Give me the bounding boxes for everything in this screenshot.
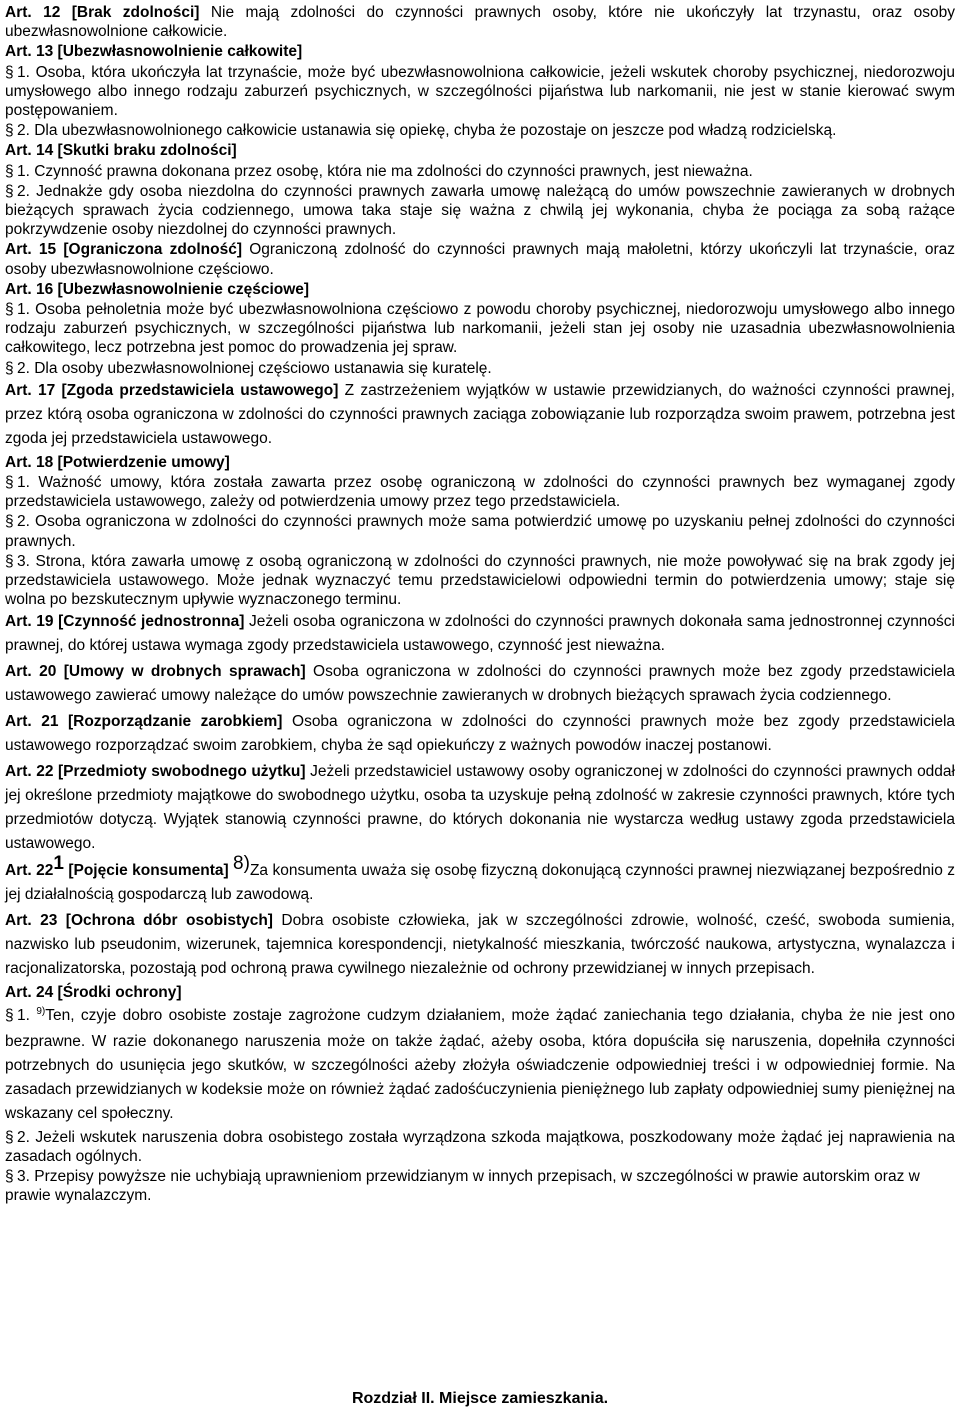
paragraph-sign: § — [5, 182, 14, 200]
article-24-par-1 — [5, 1004, 955, 1126]
footnote-marker: 9) — [36, 1005, 46, 1017]
paragraph-text: 1. Osoba pełnoletnia może być ubezwłasnowolniona częściowo z powodu choroby psychicznej, niedorozwoju umysłowego albo innego rodzaju zaburzeń psychicznych, w szczególności pijaństwa lub narkomanii, jeżeli stan jej osoby nie uzasadnia ubezwłasnowolnienia całkowitego, lecz potrzebna jest pomoc do prowadzenia jej spraw. — [5, 301, 955, 357]
paragraph-number: 1. — [17, 1006, 37, 1024]
article-14 — [5, 141, 955, 160]
article-heading: Art. 23 [Ochrona dóbr osobistych] — [5, 912, 273, 930]
paragraph-text: 2. Jeżeli wskutek naruszenia dobra osobistego została wyrządzona szkoda majątkowa, poszkodowany może żądać jej naprawienia na zasadach ogólnych. — [5, 1128, 955, 1165]
paragraph-text: 1. Ważność umowy, która została zawarta przez osobę ograniczoną w zdolności do czynności prawnych bez wymaganej zgody przedstawiciela ustawowego, zależy od potwierdzenia umowy przez tego przedstawiciela. — [5, 474, 955, 511]
paragraph-sign: § — [5, 301, 14, 319]
article-18-par-1 — [5, 473, 955, 511]
article-13-par-1 — [5, 63, 955, 121]
paragraph-text: 1. Osoba, która ukończyła lat trzynaście, może być ubezwłasnowolniona całkowicie, jeżeli wskutek choroby psychicznej, niedorozwoju umysłowego albo innego rodzaju zaburzeń psychicznych, w szczególności pijaństwa lub narkomanii, nie jest w stanie kierować swym postępowaniem. — [5, 63, 955, 120]
article-heading: Art. 21 [Rozporządzanie zarobkiem] — [5, 713, 283, 731]
article-heading: Art. 22 [Przedmioty swobodnego użytku] — [5, 763, 306, 781]
article-22-1 — [5, 853, 955, 907]
article-text: Jeżeli osoba ograniczona w zdolności do czynności prawnych dokonała sama jednostronnej czynności prawnej, do której ustawa wymaga zgody przedstawiciela ustawowego, czynność jest nieważna. — [5, 613, 955, 655]
paragraph-text: Ten, czyje dobro osobiste zostaje zagrożone cudzym działaniem, może żądać zaniechania tego działania, chyba że nie jest ono bezprawne. W razie dokonanego naruszenia może on także żądać, ażeby osoba, która dopuściła się naruszenia, dopełniła czynności potrzebnych do usunięcia jego skutków, w szczególności ażeby złożyła oświadczenie odpowiedniej treści i w odpowiedniej formie. Na zasadach przewidzianych w kodeksie może on również żądać zadośćuczynienia pieniężnego lub zapłaty odpowiedniej sumy pieniężnej na wskazany cel społeczny. — [5, 1006, 955, 1122]
paragraph-sign: § — [5, 162, 14, 180]
paragraph-sign: § — [5, 1128, 14, 1146]
article-24-par-2 — [5, 1128, 955, 1166]
article-heading: Art. 18 [Potwierdzenie umowy] — [5, 453, 230, 471]
article-heading: Art. 22 — [5, 862, 54, 880]
article-24 — [5, 983, 955, 1002]
article-12 — [5, 3, 955, 41]
article-13 — [5, 42, 955, 61]
article-heading: Art. 12 [Brak zdolności] — [5, 4, 200, 21]
paragraph-text: 2. Dla osoby ubezwłasnowolnionej częściowo ustanawia się kuratelę. — [17, 359, 492, 377]
article-heading: Art. 19 [Czynność jednostronna] — [5, 613, 245, 631]
article-superscript: 1 — [53, 853, 64, 875]
article-heading: Art. 17 [Zgoda przedstawiciela ustawowego] — [5, 381, 339, 399]
article-heading: Art. 20 [Umowy w drobnych sprawach] — [5, 663, 306, 681]
article-text: Z zastrzeżeniem wyjątków w ustawie przewidzianych, do ważności czynności prawnej, przez którą osoba ograniczona w zdolności do czynności prawnych zaciąga zobowiązanie lub rozporządza swoim prawem, potrzebna jest zgoda jej przedstawiciela ustawowego. — [5, 381, 955, 447]
article-heading-title: [Pojęcie konsumenta] — [63, 862, 234, 880]
paragraph-sign: § — [5, 359, 14, 377]
article-18-par-2 — [5, 512, 955, 550]
article-15 — [5, 240, 955, 278]
article-16 — [5, 280, 955, 299]
paragraph-text: 3. Strona, która zawarła umowę z osobą ograniczoną w zdolności do czynności prawnych, nie może powoływać się na brak zgody jej przedstawiciela ustawowego. Może jednak wyznaczyć temu przedstawicielowi odpowiedni termin do potwierdzenia umowy; staje się wolna po bezskutecznym upływie wyznaczonego terminu. — [5, 552, 955, 609]
article-21 — [5, 710, 955, 758]
paragraph-text: 1. Czynność prawna dokonana przez osobę, która nie ma zdolności do czynności prawnych, jest nieważna. — [17, 162, 753, 180]
paragraph-sign: § — [5, 63, 14, 81]
footnote-marker: 8) — [233, 853, 250, 875]
article-heading: Art. 16 [Ubezwłasnowolnienie częściowe] — [5, 280, 310, 298]
article-text: Osoba ograniczona w zdolności do czynności prawnych może bez zgody przedstawiciela ustawowego zawierać umowy należące do umów powszechnie zawieranych w drobnych bieżących sprawach życia codziennego. — [5, 663, 955, 705]
article-17 — [5, 379, 955, 451]
paragraph-sign: § — [5, 474, 14, 492]
paragraph-sign: § — [5, 1006, 14, 1024]
article-18-par-3 — [5, 552, 955, 610]
article-14-par-1 — [5, 162, 955, 181]
article-23 — [5, 909, 955, 981]
paragraph-text: 2. Jednakże gdy osoba niezdolna do czynności prawnych zawarła umowę należącą do umów powszechnie zawieranych w drobnych bieżących sprawach życia codziennego, umowa taka staje się ważna z chwilą jej wykonania, chyba że pociąga za sobą rażące pokrzywdzenie osoby niezdolnej do czynności prawnych. — [5, 182, 955, 239]
paragraph-text: 2. Dla ubezwłasnowolnionego całkowicie ustanawia się opiekę, chyba że pozostaje on jeszcze pod władzą rodzicielską. — [17, 122, 837, 140]
article-13-par-2 — [5, 121, 955, 140]
chapter-heading: Rozdział II. Miejsce zamieszkania. — [351, 1390, 609, 1407]
article-24-par-3 — [5, 1167, 955, 1205]
article-14-par-2 — [5, 182, 955, 240]
paragraph-sign: § — [5, 122, 14, 140]
article-20 — [5, 660, 955, 708]
article-heading: Art. 15 [Ograniczona zdolność] — [5, 241, 242, 259]
article-text: Nie mają zdolności do czynności prawnych osoby, które nie ukończyły lat trzynastu, oraz osoby ubezwłasnowolnione całkowicie. — [5, 4, 955, 41]
paragraph-sign: § — [5, 513, 14, 531]
article-text: Dobra osobiste człowieka, jak w szczególności zdrowie, wolność, cześć, swoboda sumienia, nazwisko lub pseudonim, wizerunek, tajemnica korespondencji, nietykalność mieszkania, twórczość naukowa, artystyczna, wynalazcza i racjonalizatorska, pozostają pod ochroną prawa cywilnego niezależnie od ochrony przewidzianej w innych przepisach. — [5, 912, 955, 978]
paragraph-sign: § — [5, 552, 14, 570]
article-heading: Art. 14 [Skutki braku zdolności] — [5, 142, 237, 160]
article-heading: Art. 24 [Środki ochrony] — [5, 984, 182, 1002]
article-16-par-1 — [5, 300, 955, 358]
paragraph-text: 3. Przepisy powyższe nie uchybiają uprawnieniom przewidzianym w innych przepisach, w szczególności w prawie autorskim oraz w prawie wynalazczym. — [5, 1168, 920, 1205]
article-text: Za konsumenta uważa się osobę fizyczną dokonującą czynności prawnej niezwiązanej bezpośrednio z jej działalnością gospodarczą lub zawodową. — [5, 862, 955, 904]
paragraph-sign: § — [5, 1168, 14, 1186]
document-body — [5, 3, 955, 1207]
article-22 — [5, 760, 955, 856]
article-text: Ograniczoną zdolność do czynności prawnych mają małoletni, którzy ukończyli lat trzynaście, oraz osoby ubezwłasnowolnione częściowo. — [5, 241, 955, 278]
article-heading: Art. 13 [Ubezwłasnowolnienie całkowite] — [5, 43, 303, 61]
article-16-par-2 — [5, 359, 955, 378]
article-19 — [5, 610, 955, 658]
paragraph-text: 2. Osoba ograniczona w zdolności do czynności prawnych może sama potwierdzić umowę po uzyskaniu pełnej zdolności do czynności prawnych. — [5, 513, 955, 550]
article-text: Jeżeli przedstawiciel ustawowy osoby ograniczonej w zdolności do czynności prawnych oddał jej określone przedmioty majątkowe do swobodnego użytku, osoba ta uzyskuje pełną zdolność w zakresie czynności prawnych, które tych przedmiotów dotyczą. Wyjątek stanowią czynności prawne, do których dokonania nie wystarcza według ustawy zgoda przedstawiciela ustawowego. — [5, 763, 955, 853]
article-text: Osoba ograniczona w zdolności do czynności prawnych może bez zgody przedstawiciela ustawowego rozporządzać swoim zarobkiem, chyba że sąd opiekuńczy z ważnych powodów inaczej postanowi. — [5, 713, 956, 755]
article-18 — [5, 453, 955, 472]
